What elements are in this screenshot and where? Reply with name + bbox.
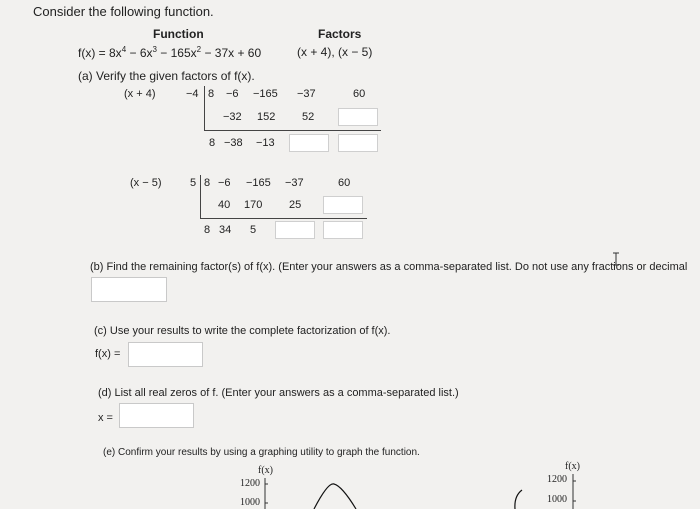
div2-root: 5 (190, 177, 197, 189)
div2-mid-1: 40 (218, 199, 231, 211)
div1-res-answer-box-1[interactable] (289, 134, 329, 152)
part-c-label: f(x) = (95, 348, 121, 360)
div2-res-2: 34 (219, 224, 232, 236)
part-a-prompt: (a) Verify the given factors of f(x). (78, 69, 255, 83)
div2-res-1: 8 (204, 224, 211, 236)
part-c-prompt: (c) Use your results to write the complete factorization of f(x). (94, 325, 391, 337)
graph-right-curve (510, 488, 524, 509)
graph-right-tick-1200: 1200 (547, 474, 567, 485)
part-c-answer-input[interactable] (128, 342, 203, 367)
part-d-label: x = (98, 412, 113, 424)
graph-right-ylabel: f(x) (565, 461, 580, 472)
div2-mid-answer-box[interactable] (323, 196, 363, 214)
div2-res-3: 5 (250, 224, 257, 236)
div2-result-line (200, 218, 367, 219)
div1-coef-2: −6 (226, 88, 239, 100)
div1-res-1: 8 (209, 137, 216, 149)
div2-mid-2: 170 (244, 199, 263, 211)
part-e-prompt: (e) Confirm your results by using a graphing utility to graph the function. (103, 447, 420, 458)
div2-coef-5: 60 (338, 177, 351, 189)
div1-coef-5: 60 (353, 88, 366, 100)
part-d-answer-input[interactable] (119, 403, 194, 428)
text-cursor-icon (612, 252, 620, 266)
div1-result-line (204, 130, 381, 131)
div1-factor: (x + 4) (124, 88, 156, 100)
graph-left-tick-1200: 1200 (240, 478, 260, 489)
part-d-prompt: (d) List all real zeros of f. (Enter your answers as a comma-separated list.) (98, 387, 459, 399)
part-b-answer-input[interactable] (91, 277, 167, 302)
part-b-prompt: (b) Find the remaining factor(s) of f(x). (Enter your answers as a comma-separated list. Do not use any fractions or decimal (90, 261, 688, 273)
factors-expression: (x + 4), (x − 5) (297, 45, 373, 59)
div2-res-answer-box-1[interactable] (275, 221, 315, 239)
function-header: Function (153, 27, 204, 41)
div1-res-3: −13 (256, 137, 275, 149)
div2-factor: (x − 5) (130, 177, 162, 189)
graph-left-axis (262, 478, 268, 509)
div1-vertical-bar (204, 86, 205, 130)
div1-mid-3: 52 (302, 111, 315, 123)
graph-left-curve (312, 480, 358, 509)
div2-coef-3: −165 (246, 177, 271, 189)
div1-mid-answer-box[interactable] (338, 108, 378, 126)
div2-mid-3: 25 (289, 199, 302, 211)
div2-res-answer-box-2[interactable] (323, 221, 363, 239)
div1-root: −4 (186, 88, 199, 100)
div1-res-answer-box-2[interactable] (338, 134, 378, 152)
div1-mid-1: −32 (223, 111, 242, 123)
factors-header: Factors (318, 27, 362, 41)
function-expression: $f(x) = 8x^4 - 6x^3 - 165x^2 - 37x + 60$ (78, 45, 262, 60)
div2-vertical-bar (200, 175, 201, 218)
div1-res-2: −38 (224, 137, 243, 149)
div1-coef-3: −165 (253, 88, 278, 100)
div2-coef-1: 8 (204, 177, 211, 189)
div1-mid-2: 152 (257, 111, 276, 123)
graph-right-axis (570, 474, 576, 509)
div1-coef-4: −37 (297, 88, 316, 100)
graph-left-tick-1000: 1000 (240, 497, 260, 508)
div2-coef-2: −6 (218, 177, 231, 189)
graph-right-tick-1000: 1000 (547, 494, 567, 505)
div1-coef-1: 8 (208, 88, 215, 100)
div2-coef-4: −37 (285, 177, 304, 189)
intro-text: Consider the following function. (33, 4, 214, 19)
graph-left-ylabel: f(x) (258, 465, 273, 476)
